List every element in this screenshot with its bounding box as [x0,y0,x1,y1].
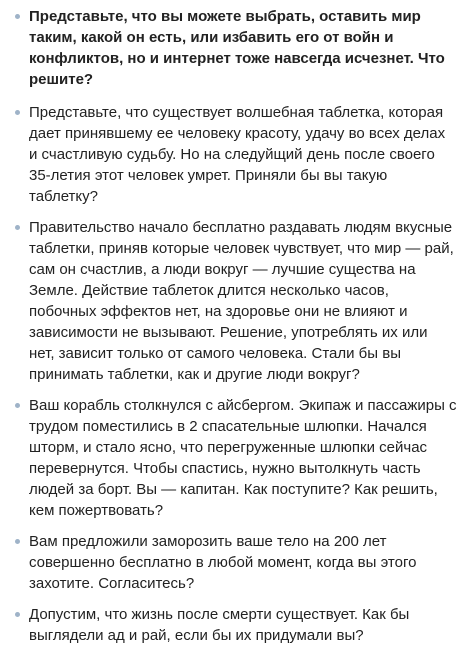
list-item [15,102,457,207]
bullet-icon [15,612,20,617]
question-text: Ваш корабль столкнулся с айсбергом. Экипаж и пассажиры с трудом поместились в 2 спасательные шлюпки. Начался шторм, и стало ясно, что перегруженные шлюпки сейчас перевернутся. Чтобы спастись, нужно вытолкнуть часть людей за борт. Вы — капитан. Как поступите? Как решить, кем пожертвовать? [29,397,457,519]
question-text: Представьте, что существует волшебная таблетка, которая дает принявшему ее человеку красоту, удачу во всех делах и счастливую судьбу. Но на следуйщий день после своего 35-летия этот человек умрет. Приняли бы вы такую таблетку? [29,104,446,205]
bullet-icon [15,14,20,19]
question-text: Представьте, что вы можете выбрать, оставить мир таким, какой он есть, или избавить его от войн и конфликтов, но и интернет тоже навсегда исчезнет. Что решите? [29,8,445,88]
bullet-icon [15,539,20,544]
question-text: Вам предложили заморозить ваше тело на 200 лет совершенно бесплатно в любой момент, когда вы этого захотите. Согласитесь? [29,533,417,592]
bullet-icon [15,225,20,230]
question-text: Правительство начало бесплатно раздавать людям вкусные таблетки, приняв которые человек чувствует, что мир — рай, сам он счастлив, а люди вокруг — лучшие существа на Земле. Действие таблеток длится несколько часов, побочных эффектов нет, на здоровье они не влияют и зависимости не вызывают. Решение, употреблять их или нет, зависит только от самого человека. Стали бы вы принимать таблетки, как и другие люди вокруг? [29,219,454,383]
bullet-icon [15,403,20,408]
list-item [15,217,457,385]
question-text: Допустим, что жизнь после смерти существует. Как бы выглядели ад и рай, если бы их придумали вы? [29,606,410,644]
list-item [15,6,457,90]
list-item [15,395,457,521]
list-item [15,604,457,646]
bullet-icon [15,110,20,115]
list-item [15,531,457,594]
